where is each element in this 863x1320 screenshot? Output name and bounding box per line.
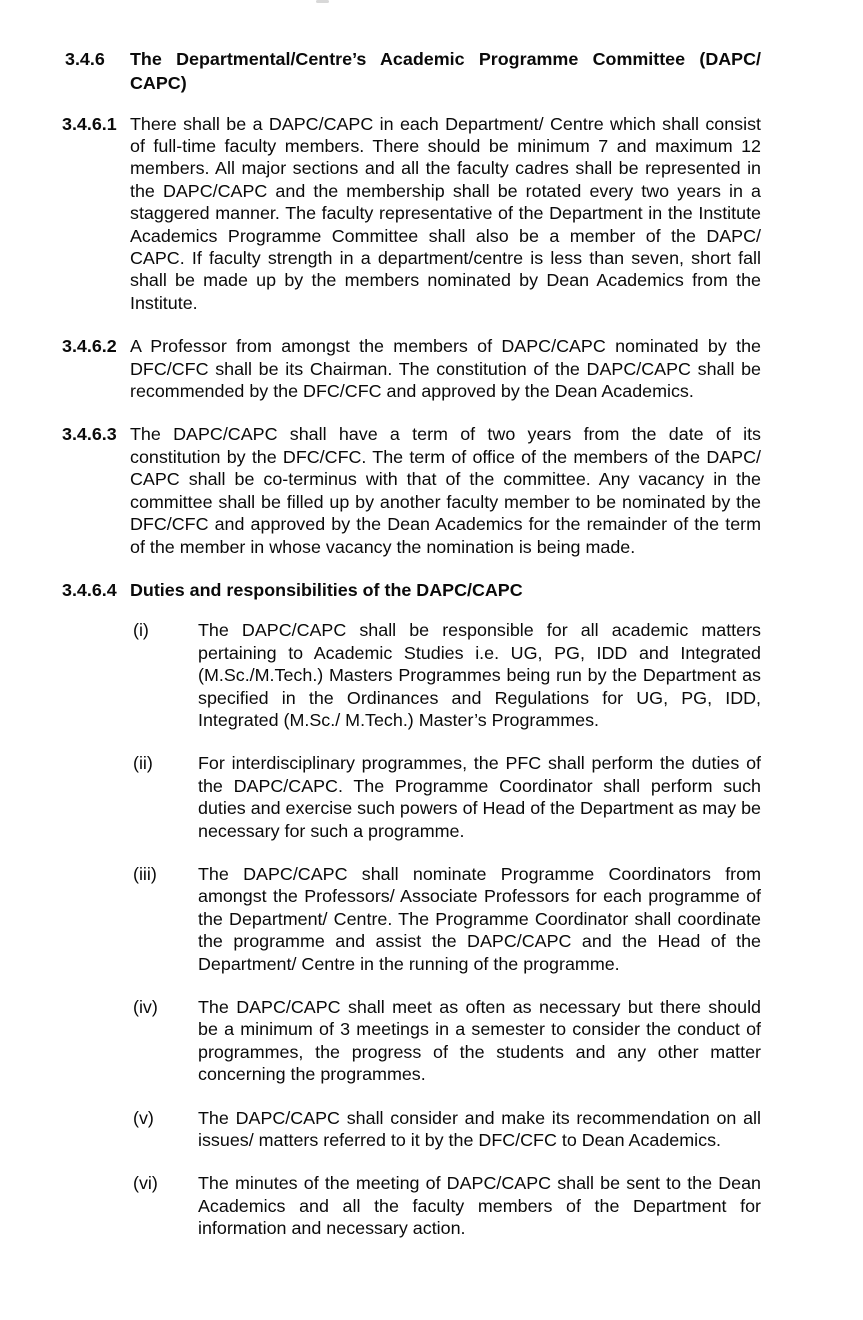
duty-text: The DAPC/​CAPC shall nominate Programme Coordinators from amongst the Professors/​ Associate Professors for each programme of the Department/​ Centre. The Programme Coordinator shall coordinate the programme and assist the DAPC/​CAPC and the Head of the Department/​ Centre in the running of the programme. [198,863,761,974]
duty-item-i [133,619,761,731]
duty-text: The minutes of the meeting of DAPC/​CAPC shall be sent to the Dean Academics and all the faculty members of the Department for information and necessary action. [198,1173,761,1239]
duty-item-ii [133,752,761,842]
clause-number: 3.4.6.3 [62,424,117,445]
clause-3-4-6-2 [62,335,761,402]
clause-text: The DAPC/​CAPC shall have a term of two years from the date of its constitution by the DFC/​CFC. The term of office of the members of the DAPC/​CAPC shall be co-terminus with that of the committee. Any vacancy in the committee shall be filled up by another faculty member to be nominated by the DFC/​CFC and approved by the Dean Academics for the remainder of the term of the member in whose vacancy the nomination is being made. [130,424,761,557]
section-heading-title: The Departmental/​Centre’s Academic Programme Committee (DAPC/​CAPC) [130,49,761,93]
section-heading-number: 3.4.6 [65,49,105,69]
clause-3-4-6-3 [62,423,761,557]
duty-text: The DAPC/​CAPC shall consider and make its recommendation on all issues/​ matters referred to it by the DFC/​CFC to Dean Academics. [198,1107,761,1151]
clause-text: There shall be a DAPC/​CAPC in each Department/​ Centre which shall consist of full-time faculty members. There should be minimum 7 and maximum 12 members. All major sections and all the faculty cadres shall be represented in the DAPC/​CAPC and the membership shall be rotated every two years in a staggered manner. The faculty representative of the Department in the Institute Academics Programme Committee shall also be a member of the DAPC/​CAPC. If faculty strength in a department/​centre is less than seven, short fall shall be made up by the members nominated by Dean Academics from the Institute. [130,113,761,313]
duty-label: (iv) [133,997,158,1017]
scan-artifact [316,0,329,3]
duty-item-iii [133,863,761,975]
duty-text: For interdisciplinary programmes, the PFC shall perform the duties of the DAPC/​CAPC. The Programme Coordinator shall perform such duties and exercise such powers of Head of the Department as may be necessary for such a programme. [198,753,761,841]
subsection-heading-number: 3.4.6.4 [62,579,117,600]
clause-3-4-6-1 [62,113,761,315]
duty-label: (ii) [133,753,153,774]
clause-number: 3.4.6.1 [62,113,117,134]
duty-item-iv [133,996,761,1086]
subsection-heading-title: Duties and responsibilities of the DAPC/​CAPC [130,579,523,600]
duty-item-v [133,1107,761,1152]
duty-item-vi [133,1172,761,1239]
duty-label: (vi) [133,1173,158,1194]
duty-text: The DAPC/​CAPC shall meet as often as necessary but there should be a minimum of 3 meetings in a semester to consider the conduct of programmes, the progress of the students and any other matter concerning the programmes. [198,997,761,1085]
clause-number: 3.4.6.2 [62,336,117,357]
duty-label: (v) [133,1107,154,1128]
duty-label: (i) [133,620,149,641]
section-heading [62,48,761,96]
duty-text: The DAPC/​CAPC shall be responsible for all academic matters pertaining to Academic Studies i.e. UG, PG, IDD and Integrated (M.Sc./​M.Tech.) Masters Programmes being run by the Department as specified in the Ordinances and Regulations for UG, PG, IDD, Integrated (M.Sc./​ M.Tech.) Master’s Programmes. [198,620,761,730]
subsection-heading [62,579,761,601]
clause-text: A Professor from amongst the members of DAPC/​CAPC nominated by the DFC/​CFC shall be its Chairman. The constitution of the DAPC/​CAPC shall be recommended by the DFC/​CFC and approved by the Dean Academics. [130,336,761,402]
duty-label: (iii) [133,863,157,884]
